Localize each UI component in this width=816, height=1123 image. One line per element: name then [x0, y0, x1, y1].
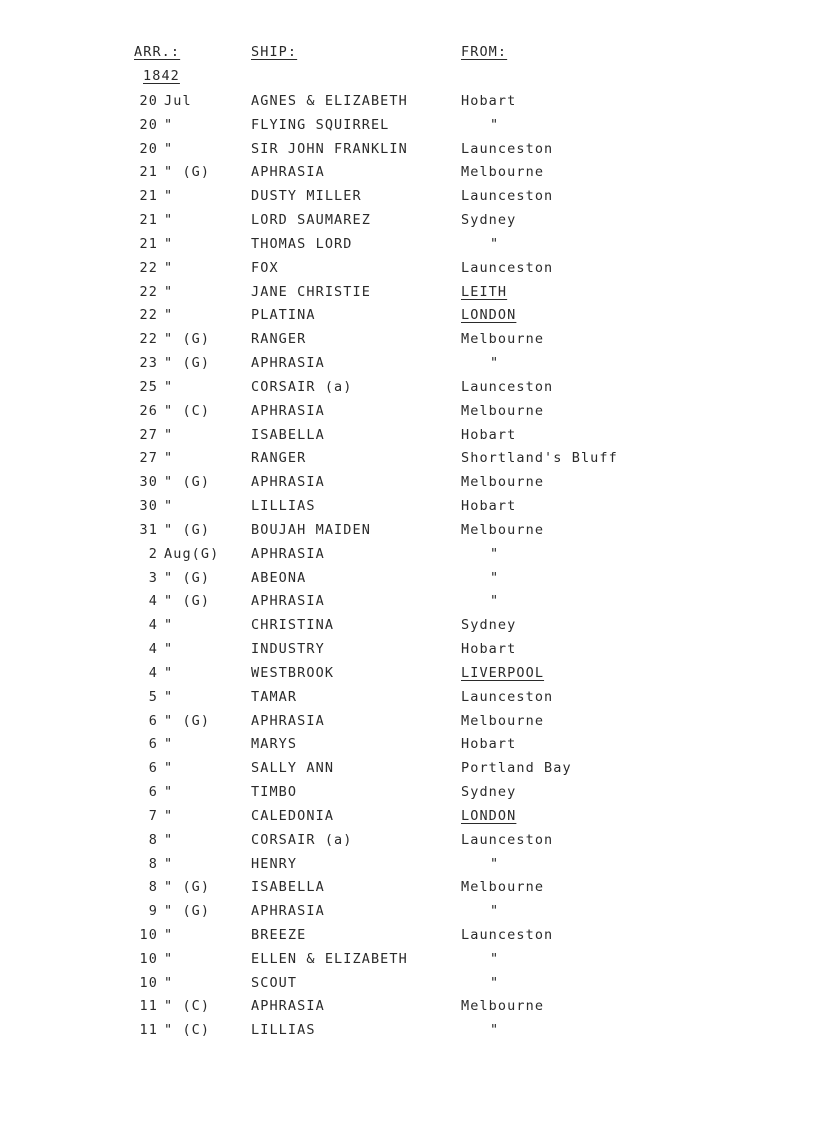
origin-port: Launceston: [461, 259, 554, 276]
header-ship: SHIP:: [251, 44, 298, 60]
arrival-day: 6: [148, 736, 158, 753]
origin-port: Melbourne: [461, 331, 545, 348]
table-row: [0, 783, 816, 807]
arrival-day: 2: [148, 545, 158, 562]
arrival-month: ": [164, 426, 174, 443]
origin-port: ": [490, 1022, 500, 1039]
arrival-day: 21: [139, 164, 158, 181]
arrival-month: " (G): [164, 903, 211, 920]
arrival-month: ": [164, 855, 174, 872]
arrival-day: 23: [139, 355, 158, 372]
arrival-day: 4: [148, 664, 158, 681]
origin-port: LEITH: [461, 283, 508, 300]
arrival-month: ": [164, 736, 174, 753]
origin-port: ": [490, 855, 500, 872]
origin-port: Launceston: [461, 140, 554, 157]
ship-name: LILLIAS: [251, 498, 316, 515]
ship-name: TAMAR: [251, 688, 298, 705]
ship-name: BREEZE: [251, 926, 307, 943]
ship-name: SALLY ANN: [251, 760, 335, 777]
origin-port: LIVERPOOL: [461, 664, 545, 681]
table-row: [0, 1021, 816, 1045]
origin-port: Sydney: [461, 617, 517, 634]
arrival-day: 10: [139, 926, 158, 943]
origin-port: Melbourne: [461, 521, 545, 538]
origin-port: Shortland's Bluff: [461, 450, 618, 467]
ship-name: APHRASIA: [251, 164, 325, 181]
arrival-day: 4: [148, 593, 158, 610]
origin-port: Sydney: [461, 212, 517, 229]
arrival-day: 6: [148, 760, 158, 777]
arrival-month: ": [164, 259, 174, 276]
arrival-month: " (C): [164, 998, 211, 1015]
arrival-month: " (G): [164, 593, 211, 610]
ship-name: APHRASIA: [251, 355, 325, 372]
ship-name: SCOUT: [251, 974, 298, 991]
table-row: [0, 974, 816, 998]
ship-name: ISABELLA: [251, 426, 325, 443]
origin-port: Launceston: [461, 831, 554, 848]
ship-name: SIR JOHN FRANKLIN: [251, 140, 408, 157]
ship-name: APHRASIA: [251, 545, 325, 562]
table-row: [0, 473, 816, 497]
table-row: [0, 735, 816, 759]
ship-name: MARYS: [251, 736, 298, 753]
origin-port: Melbourne: [461, 474, 545, 491]
ship-name: APHRASIA: [251, 474, 325, 491]
arrival-day: 11: [139, 998, 158, 1015]
table-row: [0, 402, 816, 426]
table-row: [0, 997, 816, 1021]
ship-name: HENRY: [251, 855, 298, 872]
origin-port: Portland Bay: [461, 760, 572, 777]
origin-port: ": [490, 593, 500, 610]
table-row: [0, 926, 816, 950]
arrival-day: 20: [139, 93, 158, 109]
ship-name: LILLIAS: [251, 1022, 316, 1039]
table-row: [0, 140, 816, 164]
ship-name: CHRISTINA: [251, 617, 335, 634]
arrival-month: " (G): [164, 521, 211, 538]
ship-name: RANGER: [251, 331, 307, 348]
ship-name: DUSTY MILLER: [251, 188, 362, 205]
table-row: [0, 902, 816, 926]
ship-name: BOUJAH MAIDEN: [251, 521, 371, 538]
table-row: [0, 521, 816, 545]
origin-port: ": [490, 355, 500, 372]
arrival-month: " (G): [164, 164, 211, 181]
table-row: [0, 616, 816, 640]
table-row: [0, 592, 816, 616]
ship-name: ELLEN & ELIZABETH: [251, 950, 408, 967]
arrival-day: 21: [139, 212, 158, 229]
arrival-day: 27: [139, 450, 158, 467]
ship-name: FOX: [251, 259, 279, 276]
header-arrival: ARR.:: [134, 44, 181, 60]
arrival-month: " (G): [164, 569, 211, 586]
ship-name: LORD SAUMAREZ: [251, 212, 371, 229]
table-row: [0, 211, 816, 235]
origin-port: ": [490, 903, 500, 920]
year-heading: 1842: [143, 68, 180, 84]
arrival-month: " (G): [164, 879, 211, 896]
ship-name: APHRASIA: [251, 593, 325, 610]
table-row: [0, 831, 816, 855]
arrival-month: ": [164, 807, 174, 824]
arrival-month: ": [164, 188, 174, 205]
table-row: [0, 545, 816, 569]
arrival-month: ": [164, 450, 174, 467]
origin-port: Melbourne: [461, 879, 545, 896]
origin-port: ": [490, 116, 500, 133]
ship-name: APHRASIA: [251, 402, 325, 419]
table-row: [0, 235, 816, 259]
arrival-month: " (G): [164, 355, 211, 372]
origin-port: Sydney: [461, 784, 517, 801]
arrival-month: ": [164, 641, 174, 658]
arrival-day: 21: [139, 188, 158, 205]
arrival-day: 21: [139, 235, 158, 252]
arrival-day: 22: [139, 307, 158, 324]
ship-name: RANGER: [251, 450, 307, 467]
origin-port: Hobart: [461, 498, 517, 515]
ship-name: CORSAIR (a): [251, 378, 353, 395]
origin-port: LONDON: [461, 807, 517, 824]
table-row: [0, 283, 816, 307]
ship-name: APHRASIA: [251, 712, 325, 729]
arrival-day: 26: [139, 402, 158, 419]
ship-name: APHRASIA: [251, 903, 325, 920]
arrival-month: ": [164, 378, 174, 395]
table-row: [0, 116, 816, 140]
origin-port: ": [490, 545, 500, 562]
table-row: [0, 426, 816, 450]
table-row: [0, 330, 816, 354]
table-row: [0, 712, 816, 736]
origin-port: ": [490, 974, 500, 991]
table-row: [0, 759, 816, 783]
arrival-day: 7: [148, 807, 158, 824]
arrival-day: 4: [148, 617, 158, 634]
arrival-day: 5: [148, 688, 158, 705]
ship-name: AGNES & ELIZABETH: [251, 93, 408, 109]
table-row: [0, 855, 816, 879]
arrival-month: ": [164, 974, 174, 991]
ship-name: CALEDONIA: [251, 807, 335, 824]
table-row: [0, 807, 816, 831]
arrival-day: 20: [139, 140, 158, 157]
arrival-day: 3: [148, 569, 158, 586]
arrival-day: 30: [139, 474, 158, 491]
arrivals-table: [0, 92, 816, 1045]
ship-name: ISABELLA: [251, 879, 325, 896]
arrival-day: 31: [139, 521, 158, 538]
origin-port: ": [490, 950, 500, 967]
arrival-month: ": [164, 307, 174, 324]
origin-port: ": [490, 569, 500, 586]
arrival-month: ": [164, 688, 174, 705]
ship-name: CORSAIR (a): [251, 831, 353, 848]
table-row: [0, 306, 816, 330]
ship-name: APHRASIA: [251, 998, 325, 1015]
arrival-month: ": [164, 664, 174, 681]
arrival-month: " (C): [164, 402, 211, 419]
arrival-month: ": [164, 760, 174, 777]
arrival-day: 22: [139, 259, 158, 276]
arrival-day: 30: [139, 498, 158, 515]
arrival-month: ": [164, 212, 174, 229]
table-row: [0, 449, 816, 473]
table-row: [0, 688, 816, 712]
arrival-month: ": [164, 784, 174, 801]
origin-port: Launceston: [461, 688, 554, 705]
arrival-month: ": [164, 831, 174, 848]
table-row: [0, 569, 816, 593]
origin-port: Melbourne: [461, 712, 545, 729]
ship-name: WESTBROOK: [251, 664, 335, 681]
table-row: [0, 878, 816, 902]
origin-port: Hobart: [461, 736, 517, 753]
ship-name: INDUSTRY: [251, 641, 325, 658]
arrival-month: ": [164, 498, 174, 515]
origin-port: Hobart: [461, 93, 517, 109]
arrival-day: 8: [148, 879, 158, 896]
origin-port: Launceston: [461, 926, 554, 943]
table-row: [0, 664, 816, 688]
arrival-day: 8: [148, 855, 158, 872]
origin-port: Melbourne: [461, 998, 545, 1015]
origin-port: Hobart: [461, 641, 517, 658]
ship-name: FLYING SQUIRREL: [251, 116, 390, 133]
ship-name: TIMBO: [251, 784, 298, 801]
header-from: FROM:: [461, 44, 508, 60]
arrival-month: ": [164, 235, 174, 252]
table-row: [0, 259, 816, 283]
arrival-day: 10: [139, 974, 158, 991]
arrival-day: 9: [148, 903, 158, 920]
origin-port: ": [490, 235, 500, 252]
arrival-day: 11: [139, 1022, 158, 1039]
arrival-month: " (C): [164, 1022, 211, 1039]
table-row: [0, 497, 816, 521]
arrival-day: 6: [148, 712, 158, 729]
arrival-day: 10: [139, 950, 158, 967]
arrival-day: 22: [139, 331, 158, 348]
origin-port: Melbourne: [461, 164, 545, 181]
origin-port: Hobart: [461, 426, 517, 443]
table-row: [0, 640, 816, 664]
arrival-day: 27: [139, 426, 158, 443]
origin-port: Launceston: [461, 188, 554, 205]
table-row: [0, 187, 816, 211]
arrival-month: ": [164, 617, 174, 634]
arrival-month: ": [164, 283, 174, 300]
arrival-day: 22: [139, 283, 158, 300]
table-row: [0, 950, 816, 974]
arrival-month: Aug(G): [164, 545, 220, 562]
arrival-month: " (G): [164, 474, 211, 491]
arrival-day: 25: [139, 378, 158, 395]
arrival-month: " (G): [164, 331, 211, 348]
table-row: [0, 92, 816, 116]
ship-name: ABEONA: [251, 569, 307, 586]
ship-name: JANE CHRISTIE: [251, 283, 371, 300]
arrival-day: 8: [148, 831, 158, 848]
arrival-day: 4: [148, 641, 158, 658]
ship-name: PLATINA: [251, 307, 316, 324]
arrival-month: ": [164, 926, 174, 943]
arrival-month: Jul: [164, 93, 192, 109]
origin-port: Melbourne: [461, 402, 545, 419]
arrival-month: " (G): [164, 712, 211, 729]
arrival-day: 20: [139, 116, 158, 133]
arrival-day: 6: [148, 784, 158, 801]
origin-port: LONDON: [461, 307, 517, 324]
arrival-month: ": [164, 116, 174, 133]
table-row: [0, 354, 816, 378]
arrival-month: ": [164, 140, 174, 157]
table-row: [0, 163, 816, 187]
origin-port: Launceston: [461, 378, 554, 395]
ship-name: THOMAS LORD: [251, 235, 353, 252]
arrival-month: ": [164, 950, 174, 967]
table-row: [0, 378, 816, 402]
